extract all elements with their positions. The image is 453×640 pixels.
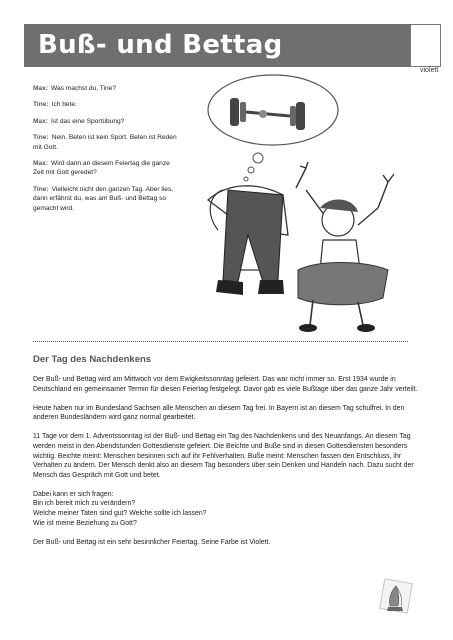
children-illustration <box>188 70 418 340</box>
question-line: Bin ich bereit mich zu verändern? <box>33 500 136 508</box>
dialog-text: Wird dann an diesem Feiertag die ganze Zeit mit Gott geredet? <box>33 160 170 177</box>
color-label: violett <box>420 67 439 74</box>
dialog-line <box>33 185 181 213</box>
color-swatch-box <box>410 24 441 67</box>
dialog-line <box>33 84 181 93</box>
paragraph: 11 Tage vor dem 1. Adventssonntag ist der Buß- und Bettag ein Tag des Nachdenkens und des Neuanfangs. An diesem Tag werden meist in den Abendstunden Gottesdienste gefeiert. Die Beichte und Buße sind in diesen Gottesdiensten besonders wichtig. Beichte meint: Menschen besinnen sich auf ihr Fehlverhalten. Buße meint: Menschen fassen den Entschluss, ihr Verhalten zu ändern. Der Mensch denkt also an diesem Tag besonders über sein Denken und Handeln nach. Dazu sucht der Mensch das Gespräch mit Gott und betet. <box>33 433 414 479</box>
speaker-name: Max: <box>33 160 49 168</box>
questions-intro: Dabei kann er sich fragen: <box>33 490 114 498</box>
speaker-name: Tine: <box>33 134 49 142</box>
speaker-name: Max: <box>33 85 49 92</box>
closing-paragraph: Der Buß- und Bettag ist ein sehr besinnlicher Feiertag. Seine Farbe ist Violett. <box>33 538 271 546</box>
praying-hands-icon <box>376 576 416 616</box>
speaker-name: Tine: <box>33 101 49 109</box>
dialog-line <box>33 117 181 126</box>
thought-bubble-dot <box>253 153 263 163</box>
dialog-line <box>33 100 181 109</box>
page-title: Buß- und Bettag <box>38 30 283 60</box>
question-line: Wie ist meine Beziehung zu Gott? <box>33 519 137 527</box>
thought-bubble <box>208 75 338 145</box>
questions-block <box>33 490 421 528</box>
thought-bubble-dot <box>244 177 248 181</box>
article-body <box>33 375 421 557</box>
dialog-text: Ich bete. <box>51 101 77 109</box>
boy-figure <box>208 186 288 295</box>
dialog <box>33 84 181 220</box>
thought-bubble-dot <box>248 167 254 173</box>
dialog-text: Was machst du, Tine? <box>51 85 117 92</box>
dotted-divider <box>33 341 408 342</box>
paragraph: Der Buß- und Bettag wird am Mittwoch vor dem Ewigkeitssonntag gefeiert. Das war nicht immer so. Erst 1934 wurde in Deutschland ein gemeinsamer Termin für diesen Feiertag festgelegt. Davor gab es viele Bußtage über das ganze Jahr verteilt. <box>33 376 418 393</box>
dialog-line <box>33 159 181 178</box>
paragraph: Heute haben nur im Bundesland Sachsen alle Menschen an diesem Tag frei. In Bayern ist an diesem Tag schulfrei. In den anderen Bundesländern wird ganz normal gearbeitet. <box>33 404 405 422</box>
dialog-text: Vielleicht nicht den ganzen Tag. Aber lies, dann erfährst du, was am Buß- und Bettag so gemacht wird. <box>33 185 174 212</box>
dialog-line <box>33 133 181 152</box>
speaker-name: Tine: <box>33 185 49 193</box>
dialog-text: Ist das eine Sportübung? <box>51 117 125 125</box>
girl-figure <box>296 162 394 332</box>
question-line: Welche meiner Taten sind gut? Welche sollte ich lassen? <box>33 510 207 518</box>
section-heading: Der Tag des Nachdenkens <box>33 354 152 365</box>
dialog-text: Nein. Beten ist kein Sport. Beten ist Reden mit Gott. <box>33 134 177 151</box>
speaker-name: Max: <box>33 117 49 125</box>
